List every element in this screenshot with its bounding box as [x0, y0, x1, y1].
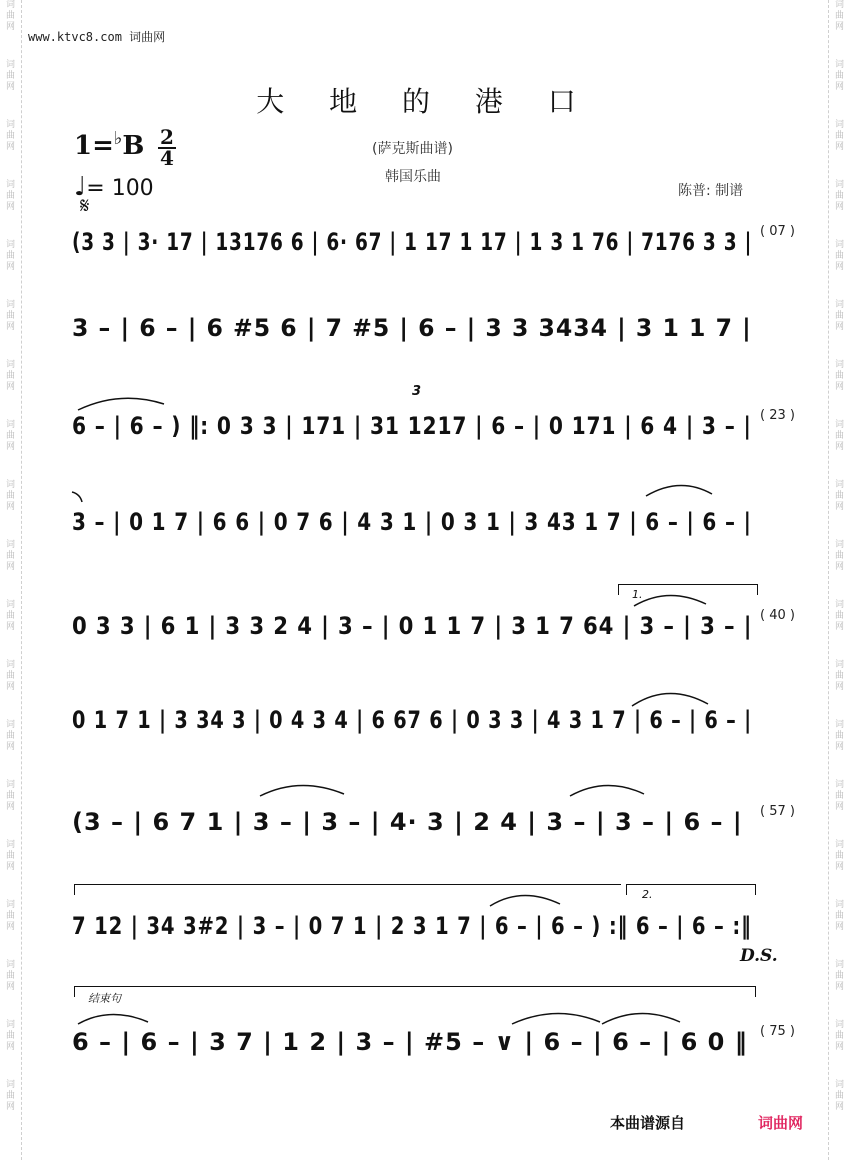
measure-number: ( 23 ) [760, 408, 795, 423]
watermark-char: 曲 [834, 311, 844, 321]
watermark-char: 曲 [5, 311, 15, 321]
watermark-char: 网 [5, 202, 15, 212]
watermark-char: 词 [5, 660, 15, 670]
watermark-char: 网 [5, 982, 15, 992]
watermark-char: 曲 [834, 191, 844, 201]
watermark-char: 网 [5, 922, 15, 932]
watermark-char: 曲 [5, 251, 15, 261]
watermark-char: 网 [834, 22, 844, 32]
arranger-label: 陈普: 制谱 [678, 183, 744, 199]
score-line: (3 3 | 3· 17 | 13176 6 | 6· 67 | 1 17 1 17 | 1 3 1 76 | 7176 3 3 | [72, 228, 753, 256]
watermark-char: 词 [834, 900, 844, 910]
watermark-char: 网 [834, 322, 844, 332]
watermark-char: 词 [5, 360, 15, 370]
watermark-char: 词 [5, 0, 15, 10]
measure-number: ( 40 ) [760, 608, 795, 623]
quarter-note-icon: ♩ [74, 172, 87, 202]
watermark-char: 网 [834, 262, 844, 272]
score-line: 7 12 | 34 3#2 | 3 – | 0 7 1 | 2 3 1 7 | 6 – | 6 – ) :‖ 6 – | 6 – :‖ [72, 912, 752, 940]
watermark-char: 网 [5, 502, 15, 512]
slur [634, 595, 706, 606]
measure-number: ( 07 ) [760, 224, 795, 239]
watermark-char: 网 [834, 742, 844, 752]
watermark-char: 曲 [5, 611, 15, 621]
watermark-char: 词 [834, 660, 844, 670]
watermark-char: 网 [5, 802, 15, 812]
slur [512, 1013, 600, 1024]
watermark-char: 曲 [5, 1091, 15, 1101]
watermark-char: 网 [5, 862, 15, 872]
watermark-char: 曲 [834, 1091, 844, 1101]
slur [78, 398, 164, 410]
tempo-value: = 100 [86, 176, 154, 201]
watermark-char: 曲 [5, 671, 15, 681]
watermark-char: 词 [834, 720, 844, 730]
watermark-char: 网 [834, 562, 844, 572]
measure-number: ( 75 ) [760, 1024, 795, 1039]
watermark-char: 网 [834, 1042, 844, 1052]
flat-icon: ♭ [113, 128, 123, 149]
footer-site-link[interactable]: 词曲网 [758, 1114, 804, 1132]
watermark-char: 网 [5, 322, 15, 332]
key-note: B [122, 131, 145, 161]
watermark-char: 曲 [5, 491, 15, 501]
watermark-char: 词 [5, 120, 15, 130]
slur [646, 485, 712, 496]
watermark-char: 曲 [5, 431, 15, 441]
watermark-char: 词 [5, 900, 15, 910]
watermark-char: 词 [5, 960, 15, 970]
volta-label-2: 2. [642, 888, 653, 901]
score-line: 3 – | 6 – | 6 #5 6 | 7 #5 | 6 – | 3 3 3434 | 3 1 1 7 | [72, 314, 752, 342]
watermark-char: 曲 [834, 491, 844, 501]
watermark-char: 网 [834, 82, 844, 92]
watermark-char: 网 [834, 862, 844, 872]
score-line: 6 – | 6 – | 3 7 | 1 2 | 3 – | #5 – ∨ | 6 – | 6 – | 6 0 ‖ [72, 1028, 748, 1056]
watermark-char: 词 [5, 180, 15, 190]
watermark-char: 曲 [5, 551, 15, 561]
watermark-char: 曲 [834, 851, 844, 861]
watermark-char: 词 [834, 1080, 844, 1090]
score-line: 6 – | 6 – ) ‖: 0 3 3 | 171 | 31 1217 | 6 – | 0 171 | 6 4 | 3 – | [72, 412, 752, 440]
watermark-char: 网 [834, 1102, 844, 1112]
slur [72, 492, 82, 502]
watermark-char: 网 [5, 682, 15, 692]
key-prefix: 1= [74, 131, 114, 161]
meter-top: 2 [160, 125, 174, 149]
watermark-char: 曲 [5, 791, 15, 801]
watermark-char: 曲 [834, 971, 844, 981]
watermark-char: 词 [834, 540, 844, 550]
watermark-char: 词 [834, 60, 844, 70]
watermark-char: 网 [5, 262, 15, 272]
watermark-char: 曲 [5, 71, 15, 81]
watermark-char: 曲 [5, 371, 15, 381]
watermark-char: 词 [5, 840, 15, 850]
watermark-char: 词 [5, 600, 15, 610]
segno-icon: 𝄋 [80, 194, 90, 219]
watermark-char: 词 [834, 0, 844, 10]
watermark-char: 曲 [834, 431, 844, 441]
watermark-char: 网 [5, 442, 15, 452]
ending-label: 结束句 [88, 992, 121, 1005]
watermark-char: 词 [834, 120, 844, 130]
watermark-char: 网 [834, 142, 844, 152]
watermark-char: 曲 [5, 851, 15, 861]
watermark-char: 词 [834, 1020, 844, 1030]
watermark-char: 词 [5, 480, 15, 490]
watermark-char: 曲 [834, 911, 844, 921]
watermark-char: 网 [5, 1102, 15, 1112]
watermark-char: 曲 [834, 71, 844, 81]
watermark-char: 词 [834, 180, 844, 190]
watermark-char: 曲 [5, 971, 15, 981]
watermark-char: 网 [834, 502, 844, 512]
watermark-char: 词 [834, 600, 844, 610]
watermark-char: 网 [5, 562, 15, 572]
score-line: 0 1 7 1 | 3 34 3 | 0 4 3 4 | 6 67 6 | 0 3 3 | 4 3 1 7 | 6 – | 6 – | [72, 706, 752, 734]
watermark-char: 网 [5, 82, 15, 92]
song-origin-label: 韩国乐曲 [385, 169, 441, 185]
watermark-char: 曲 [5, 1031, 15, 1041]
watermark-char: 曲 [5, 191, 15, 201]
score-line: (3 – | 6 7 1 | 3 – | 3 – | 4· 3 | 2 4 | 3 – | 3 – | 6 – | [72, 808, 743, 836]
score-line: 3 – | 0 1 7 | 6 6 | 0 7 6 | 4 3 1 | 0 3 1 | 3 43 1 7 | 6 – | 6 – | [72, 508, 752, 536]
site-header: www.ktvc8.com 词曲网 [28, 30, 166, 44]
slur [78, 1014, 148, 1024]
watermark-char: 词 [5, 420, 15, 430]
watermark-char: 曲 [834, 11, 844, 21]
watermark-char: 词 [5, 1020, 15, 1030]
slur [260, 785, 344, 796]
watermark-char: 网 [834, 382, 844, 392]
watermark-char: 网 [5, 622, 15, 632]
watermark-char: 词 [834, 840, 844, 850]
watermark-char: 网 [834, 802, 844, 812]
watermark-char: 词 [5, 300, 15, 310]
score-type-label: (萨克斯曲谱) [372, 141, 453, 157]
footer-source-label: 本曲谱源自 [610, 1114, 686, 1132]
watermark-char: 曲 [5, 131, 15, 141]
watermark-char: 词 [834, 240, 844, 250]
dal-segno-mark: D.S. [740, 946, 778, 966]
watermark-char: 曲 [834, 251, 844, 261]
score-line: 0 3 3 | 6 1 | 3 3 2 4 | 3 – | 0 1 1 7 | 3 1 7 64 | 3 – | 3 – | [72, 612, 753, 640]
watermark-char: 曲 [834, 671, 844, 681]
watermark-char: 词 [834, 360, 844, 370]
watermark-char: 曲 [834, 131, 844, 141]
watermark-char: 网 [834, 442, 844, 452]
watermark-char: 词 [5, 240, 15, 250]
watermark-char: 网 [5, 22, 15, 32]
watermark-char: 网 [834, 982, 844, 992]
watermark-char: 网 [834, 682, 844, 692]
measure-number: ( 57 ) [760, 804, 795, 819]
watermark-char: 曲 [834, 611, 844, 621]
watermark-char: 网 [5, 742, 15, 752]
watermark-char: 网 [5, 1042, 15, 1052]
watermark-char: 曲 [834, 1031, 844, 1041]
song-title: 大 地 的 港 口 [256, 85, 594, 118]
watermark-char: 曲 [834, 551, 844, 561]
watermark-char: 网 [5, 382, 15, 392]
watermark-char: 网 [834, 202, 844, 212]
watermark-char: 词 [834, 960, 844, 970]
watermark-char: 词 [5, 780, 15, 790]
meter-bottom: 4 [160, 146, 174, 170]
watermark-char: 曲 [834, 791, 844, 801]
slur [490, 895, 560, 906]
volta-label-1: 1. [632, 588, 643, 601]
watermark-char: 词 [5, 1080, 15, 1090]
watermark-char: 词 [834, 300, 844, 310]
slur [570, 785, 644, 796]
watermark-char: 曲 [5, 731, 15, 741]
watermark-char: 词 [834, 780, 844, 790]
watermark-char: 网 [5, 142, 15, 152]
slur [602, 1013, 680, 1024]
watermark-char: 词 [5, 720, 15, 730]
watermark-char: 网 [834, 922, 844, 932]
watermark-char: 词 [834, 420, 844, 430]
watermark-char: 网 [834, 622, 844, 632]
watermark-char: 曲 [834, 731, 844, 741]
watermark-char: 词 [5, 60, 15, 70]
watermark-char: 词 [5, 540, 15, 550]
watermark-char: 曲 [5, 11, 15, 21]
triplet-mark: 3 [412, 384, 422, 399]
watermark-char: 曲 [834, 371, 844, 381]
watermark-char: 词 [834, 480, 844, 490]
slur [632, 693, 708, 706]
watermark-char: 曲 [5, 911, 15, 921]
